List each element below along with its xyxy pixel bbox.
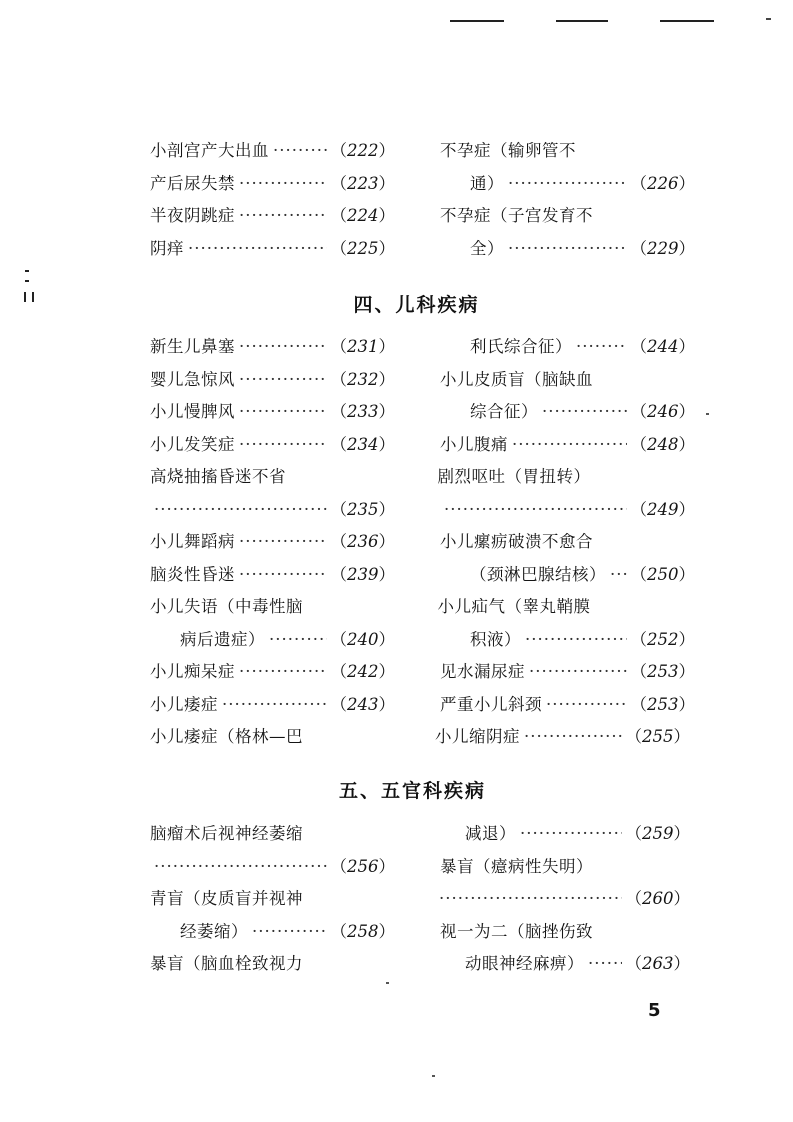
toc-entry-title: 小儿疝气（睾丸鞘膜 bbox=[437, 597, 591, 616]
toc-entry-title: （颈淋巴腺结核） bbox=[470, 564, 606, 584]
toc-entry-page: （253） bbox=[630, 694, 695, 714]
toc-column-left bbox=[150, 168, 395, 201]
toc-entry-title: 病后遗症） bbox=[180, 629, 265, 649]
toc-entry bbox=[440, 624, 695, 657]
toc-entry-page: （223） bbox=[330, 173, 395, 193]
toc-entry bbox=[150, 883, 390, 916]
toc-entry bbox=[440, 168, 695, 201]
toc-row bbox=[150, 689, 695, 722]
page-ref: 252 bbox=[647, 629, 679, 649]
toc-row bbox=[150, 461, 690, 494]
toc-column-right bbox=[435, 883, 690, 916]
toc-entry-page: （232） bbox=[330, 369, 395, 389]
toc-column-left bbox=[150, 461, 393, 494]
toc-row bbox=[150, 233, 695, 266]
toc-entry bbox=[150, 461, 393, 494]
toc-entry-title: 不孕症（输卵管不 bbox=[440, 141, 576, 160]
toc-entry-title: 青盲（皮质盲并视神 bbox=[150, 889, 303, 908]
toc-column-left bbox=[150, 624, 395, 657]
toc-entry bbox=[440, 364, 690, 397]
toc-entry-page: （225） bbox=[330, 238, 395, 258]
page-ref: 242 bbox=[347, 662, 379, 681]
dot-leader bbox=[239, 559, 327, 592]
toc-row bbox=[150, 429, 695, 462]
dot-leader bbox=[588, 948, 622, 981]
toc-column-left bbox=[150, 233, 395, 266]
toc-column-left bbox=[150, 916, 395, 949]
page-ref: 236 bbox=[347, 532, 379, 551]
dot-leader bbox=[542, 396, 627, 429]
toc-row bbox=[150, 364, 690, 397]
toc-entry bbox=[435, 883, 690, 916]
toc-column-right bbox=[440, 559, 695, 592]
toc-entry bbox=[440, 429, 695, 462]
toc-entry bbox=[150, 200, 395, 233]
toc-entry-title: 小儿瘰疬破溃不愈合 bbox=[440, 532, 593, 551]
dot-leader bbox=[444, 494, 627, 527]
toc-entry-page: （259） bbox=[625, 824, 690, 843]
toc-column-left bbox=[150, 200, 395, 233]
toc-entry-title: 小儿慢脾风 bbox=[150, 402, 235, 421]
toc-row bbox=[150, 656, 695, 689]
toc-row bbox=[150, 559, 695, 592]
toc-entry-title: 小儿痿症（格林—巴 bbox=[150, 727, 303, 746]
toc-entry bbox=[150, 526, 395, 559]
toc-entry-title: 经萎缩） bbox=[180, 921, 248, 941]
page-ref: 256 bbox=[347, 856, 379, 876]
toc-entry bbox=[150, 396, 395, 429]
toc-row bbox=[150, 721, 690, 754]
toc-column-left bbox=[150, 559, 395, 592]
toc-entry-page: （231） bbox=[330, 337, 395, 356]
toc-entry-page: （236） bbox=[330, 532, 395, 551]
page-ref: 226 bbox=[647, 173, 679, 193]
toc-entry-page: （239） bbox=[330, 564, 395, 584]
toc-entry bbox=[440, 200, 690, 233]
toc-column-right bbox=[440, 851, 690, 884]
toc-column-right bbox=[440, 233, 695, 266]
dot-leader bbox=[239, 656, 327, 689]
page-ref: 224 bbox=[347, 206, 379, 225]
toc-entry-page: （222） bbox=[330, 141, 395, 160]
toc-section-pediatrics bbox=[150, 331, 695, 754]
toc-entry bbox=[435, 818, 690, 851]
toc-entry-title: 脑炎性昏迷 bbox=[150, 564, 235, 584]
corner-mark bbox=[766, 18, 771, 20]
toc-row bbox=[150, 624, 695, 657]
toc-column-left bbox=[150, 526, 395, 559]
toc-column-left bbox=[150, 851, 395, 884]
dot-leader bbox=[610, 559, 627, 592]
dot-leader bbox=[239, 526, 327, 559]
page-ref: 250 bbox=[647, 564, 679, 584]
page-ref: 231 bbox=[347, 337, 379, 356]
toc-entry-page: （250） bbox=[630, 564, 695, 584]
page-ref: 229 bbox=[647, 238, 679, 258]
header-rule bbox=[450, 20, 504, 22]
toc-entry-title: 全） bbox=[470, 238, 504, 258]
toc-column-right bbox=[438, 461, 690, 494]
toc-entry bbox=[440, 331, 695, 364]
toc-column-right bbox=[440, 526, 690, 559]
toc-column-right bbox=[435, 721, 690, 754]
toc-entry-title: 见水漏尿症 bbox=[440, 662, 525, 681]
toc-column-left bbox=[150, 656, 395, 689]
toc-column-right bbox=[440, 656, 695, 689]
page-ref: 258 bbox=[347, 921, 379, 941]
toc-entry-title: 婴儿急惊风 bbox=[150, 369, 235, 389]
toc-entry-page: （249） bbox=[630, 499, 695, 519]
toc-entry-title: 积液） bbox=[470, 629, 521, 649]
toc-row bbox=[150, 591, 690, 624]
toc-entry bbox=[440, 559, 695, 592]
toc-row bbox=[150, 396, 695, 429]
toc-entry bbox=[150, 721, 390, 754]
toc-column-left bbox=[150, 721, 390, 754]
page-ref: 248 bbox=[647, 434, 679, 454]
toc-row bbox=[150, 494, 695, 527]
page-ref: 253 bbox=[647, 694, 679, 714]
scan-speck bbox=[432, 1075, 435, 1077]
toc-entry-page: （246） bbox=[630, 402, 695, 421]
toc-entry-title: 小儿皮质盲（脑缺血 bbox=[440, 369, 593, 389]
toc-entry-page: （263） bbox=[625, 954, 690, 973]
dot-leader bbox=[269, 624, 327, 657]
toc-entry bbox=[440, 689, 695, 722]
toc-column-right bbox=[440, 429, 695, 462]
toc-column-left bbox=[150, 135, 395, 168]
toc-entry-title: 小儿痴呆症 bbox=[150, 662, 235, 681]
toc-entry-title: 小儿舞蹈病 bbox=[150, 532, 235, 551]
toc-entry-title: 暴盲（脑血栓致视力 bbox=[150, 954, 303, 973]
toc-entry bbox=[150, 656, 395, 689]
toc-entry-title: 严重小儿斜颈 bbox=[440, 694, 542, 714]
toc-entry-title: 剧烈呕吐（胃扭转） bbox=[437, 467, 591, 486]
toc-row bbox=[150, 851, 690, 884]
dot-leader bbox=[508, 233, 627, 266]
toc-column-right bbox=[440, 916, 690, 949]
toc-entry bbox=[150, 135, 395, 168]
dot-leader bbox=[524, 721, 622, 754]
page-ref: 232 bbox=[347, 369, 379, 389]
toc-entry-title: 小儿腹痛 bbox=[440, 434, 508, 454]
toc-entry-page: （224） bbox=[330, 206, 395, 225]
toc-entry bbox=[440, 396, 695, 429]
toc-row bbox=[150, 331, 695, 364]
dot-leader bbox=[273, 135, 327, 168]
page-ref: 249 bbox=[647, 499, 679, 519]
toc-entry-title: 高烧抽搐昏迷不省 bbox=[150, 467, 286, 486]
page-ref: 233 bbox=[347, 402, 379, 421]
page-ref: 246 bbox=[647, 402, 679, 421]
dot-leader bbox=[154, 494, 327, 527]
toc-entry bbox=[440, 135, 690, 168]
page-ref: 223 bbox=[347, 173, 379, 193]
header-rule bbox=[660, 20, 714, 22]
toc-entry bbox=[440, 233, 695, 266]
page-ref: 260 bbox=[642, 889, 674, 908]
toc-entry-page: （260） bbox=[625, 889, 690, 908]
dot-leader bbox=[525, 624, 627, 657]
toc-entry-title: 产后尿失禁 bbox=[150, 173, 235, 193]
dot-leader bbox=[439, 883, 622, 916]
toc-section-ent bbox=[150, 818, 690, 981]
toc-row bbox=[150, 916, 690, 949]
toc-entry bbox=[150, 818, 390, 851]
toc-entry bbox=[440, 851, 690, 884]
toc-entry-page: （240） bbox=[330, 629, 395, 649]
dot-leader bbox=[520, 818, 622, 851]
dot-leader bbox=[576, 331, 627, 364]
toc-row bbox=[150, 948, 690, 981]
toc-entry bbox=[150, 168, 395, 201]
toc-entry bbox=[150, 559, 395, 592]
page-ref: 259 bbox=[642, 824, 674, 843]
dot-leader bbox=[508, 168, 627, 201]
toc-entry-title: 小儿缩阴症 bbox=[435, 727, 520, 746]
toc-entry-title: 暴盲（癔病性失明） bbox=[440, 856, 593, 876]
toc-entry-page: （253） bbox=[630, 662, 695, 681]
toc-column-left bbox=[150, 494, 395, 527]
page-ref: 225 bbox=[347, 238, 379, 258]
toc-section-gynecology bbox=[150, 135, 695, 265]
section-heading-pediatrics: 四、儿科疾病 bbox=[353, 294, 480, 316]
header-rule bbox=[556, 20, 608, 22]
page-number: 5 bbox=[648, 1000, 661, 1021]
toc-column-right bbox=[440, 200, 690, 233]
scan-speck bbox=[386, 982, 389, 984]
page-ref: 239 bbox=[347, 564, 379, 584]
toc-column-left bbox=[150, 331, 395, 364]
toc-entry bbox=[150, 233, 395, 266]
toc-entry-page: （234） bbox=[330, 434, 395, 454]
toc-entry-page: （229） bbox=[630, 238, 695, 258]
toc-column-right bbox=[440, 168, 695, 201]
toc-entry-page: （252） bbox=[630, 629, 695, 649]
dot-leader bbox=[239, 429, 327, 462]
toc-entry-page: （243） bbox=[330, 694, 395, 714]
dot-leader bbox=[222, 689, 327, 722]
page-ref: 263 bbox=[642, 954, 674, 973]
toc-row bbox=[150, 883, 690, 916]
dot-leader bbox=[239, 364, 327, 397]
toc-column-right bbox=[440, 494, 695, 527]
dot-leader bbox=[529, 656, 627, 689]
toc-entry-page: （256） bbox=[330, 856, 395, 876]
scan-speck bbox=[706, 413, 709, 415]
toc-entry bbox=[150, 494, 395, 527]
toc-entry-title: 动眼神经麻痹） bbox=[465, 954, 584, 973]
toc-entry bbox=[438, 461, 690, 494]
toc-entry bbox=[150, 364, 395, 397]
page-ref: 235 bbox=[347, 499, 379, 519]
toc-row bbox=[150, 526, 690, 559]
page-ref: 255 bbox=[642, 727, 674, 746]
toc-entry-title: 利氏综合征） bbox=[470, 337, 572, 356]
toc-column-left bbox=[150, 396, 395, 429]
dot-leader bbox=[154, 851, 327, 884]
toc-entry bbox=[150, 851, 395, 884]
toc-entry-title: 脑瘤术后视神经萎缩 bbox=[150, 824, 303, 843]
dot-leader bbox=[239, 396, 327, 429]
toc-entry-title: 新生儿鼻塞 bbox=[150, 337, 235, 356]
dot-leader bbox=[252, 916, 327, 949]
toc-entry-page: （248） bbox=[630, 434, 695, 454]
toc-row bbox=[150, 818, 690, 851]
toc-entry-page: （255） bbox=[625, 727, 690, 746]
toc-column-left bbox=[150, 818, 390, 851]
toc-row bbox=[150, 135, 690, 168]
toc-entry-page: （258） bbox=[330, 921, 395, 941]
page-ref: 243 bbox=[347, 694, 379, 714]
toc-column-right bbox=[438, 591, 690, 624]
toc-column-right bbox=[440, 331, 695, 364]
toc-column-right bbox=[440, 135, 690, 168]
toc-entry bbox=[150, 624, 395, 657]
page-ref: 222 bbox=[347, 141, 379, 160]
dot-leader bbox=[239, 168, 327, 201]
toc-entry-title: 小儿失语（中毒性脑 bbox=[150, 597, 303, 616]
toc-row bbox=[150, 168, 695, 201]
toc-entry bbox=[438, 591, 690, 624]
page-ref: 253 bbox=[647, 662, 679, 681]
toc-entry bbox=[435, 721, 690, 754]
dot-leader bbox=[239, 331, 327, 364]
toc-entry bbox=[440, 526, 690, 559]
toc-entry bbox=[440, 916, 690, 949]
toc-entry-title: 小剖宫产大出血 bbox=[150, 141, 269, 160]
dot-leader bbox=[239, 200, 327, 233]
dot-leader bbox=[188, 233, 327, 266]
toc-entry-title: 不孕症（子宫发育不 bbox=[440, 206, 593, 225]
toc-entry bbox=[440, 494, 695, 527]
section-heading-ent: 五、五官科疾病 bbox=[338, 780, 486, 802]
toc-entry-title: 小儿发笑症 bbox=[150, 434, 235, 454]
dot-leader bbox=[546, 689, 627, 722]
toc-entry-page: （226） bbox=[630, 173, 695, 193]
toc-entry-title: 阴痒 bbox=[150, 238, 184, 258]
toc-column-right bbox=[440, 364, 690, 397]
toc-entry-page: （242） bbox=[330, 662, 395, 681]
toc-entry-title: 小儿痿症 bbox=[150, 694, 218, 714]
toc-entry bbox=[150, 948, 390, 981]
toc-entry-title: 减退） bbox=[465, 824, 516, 843]
toc-entry-page: （235） bbox=[330, 499, 395, 519]
toc-column-left bbox=[150, 883, 390, 916]
page-ref: 244 bbox=[647, 337, 679, 356]
toc-entry-title: 半夜阴跳症 bbox=[150, 206, 235, 225]
toc-entry bbox=[150, 689, 395, 722]
toc-column-left bbox=[150, 591, 393, 624]
toc-column-left bbox=[150, 364, 395, 397]
toc-column-right bbox=[435, 818, 690, 851]
toc-entry-page: （233） bbox=[330, 402, 395, 421]
toc-column-left bbox=[150, 689, 395, 722]
dot-leader bbox=[512, 429, 627, 462]
toc-entry-title: 通） bbox=[470, 173, 504, 193]
toc-entry bbox=[150, 916, 395, 949]
toc-column-left bbox=[150, 429, 395, 462]
page-ref: 234 bbox=[347, 434, 379, 454]
page-ref: 240 bbox=[347, 629, 379, 649]
toc-entry bbox=[435, 948, 690, 981]
toc-row bbox=[150, 200, 690, 233]
toc-column-left bbox=[150, 948, 390, 981]
toc-entry bbox=[150, 331, 395, 364]
toc-entry-title: 视一为二（脑挫伤致 bbox=[440, 921, 593, 941]
toc-entry bbox=[150, 591, 393, 624]
toc-entry-title: 综合征） bbox=[470, 402, 538, 421]
toc-entry bbox=[150, 429, 395, 462]
toc-column-right bbox=[435, 948, 690, 981]
toc-column-right bbox=[440, 624, 695, 657]
toc-entry-page: （244） bbox=[630, 337, 695, 356]
toc-column-right bbox=[440, 396, 695, 429]
toc-entry bbox=[440, 656, 695, 689]
toc-column-right bbox=[440, 689, 695, 722]
